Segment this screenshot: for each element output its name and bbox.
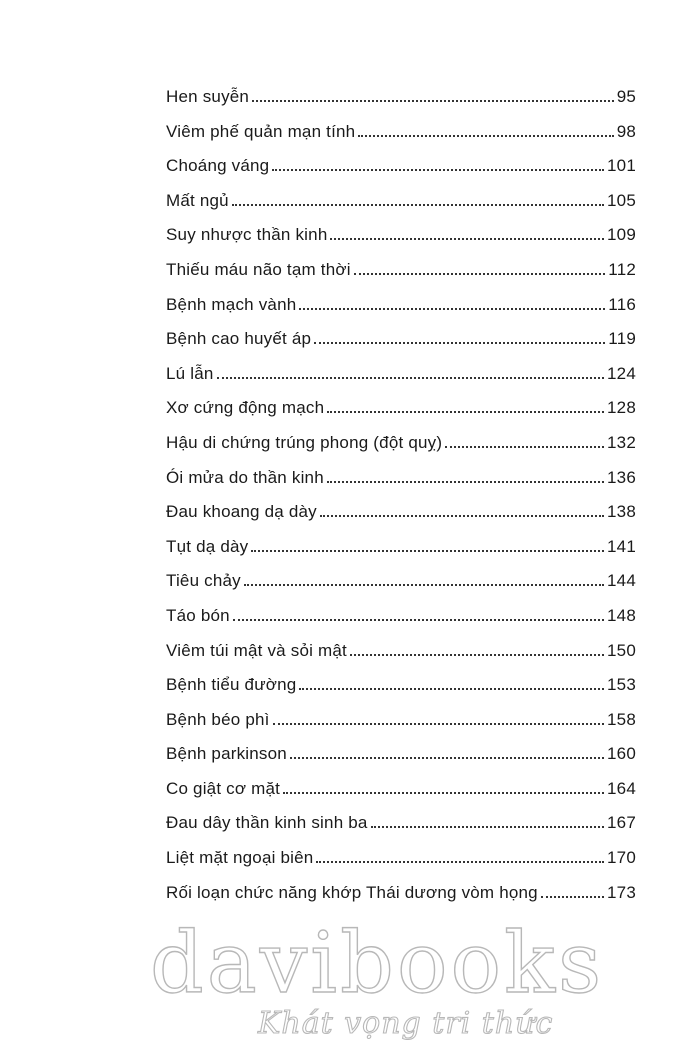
- toc-entry-page: 98: [616, 121, 636, 141]
- watermark-tagline: Khát vọng tri thức: [258, 1006, 554, 1041]
- dot-leader: [232, 204, 604, 206]
- toc-entry-title: Bệnh béo phì: [166, 709, 270, 729]
- toc-entry-title: Bệnh cao huyết áp: [166, 329, 312, 349]
- toc-entry: [166, 292, 636, 327]
- toc-entry-title: Bệnh tiểu đường: [166, 675, 297, 695]
- toc-entry-title: Bệnh parkinson: [166, 744, 287, 764]
- toc-entry: [166, 222, 636, 257]
- toc-entry-page: 109: [607, 225, 636, 245]
- toc-entry-title: Tiêu chảy: [166, 571, 241, 591]
- toc-entry-title: Mất ngủ: [166, 190, 229, 210]
- toc-entry: [166, 845, 636, 880]
- toc-entry-page: 124: [607, 363, 636, 383]
- toc-entry: [166, 84, 636, 119]
- toc-entry-page: 105: [607, 190, 636, 210]
- toc-entry-page: 160: [607, 744, 636, 764]
- toc-entry: [166, 568, 636, 603]
- dot-leader: [371, 826, 604, 828]
- toc-entry-title: Co giật cơ mặt: [166, 778, 281, 798]
- toc-entry: [166, 638, 636, 673]
- toc-entry-title: Lú lẫn: [166, 363, 214, 383]
- toc-entry-page: 128: [607, 398, 636, 418]
- toc-entry-page: 173: [607, 882, 636, 902]
- toc-entry-page: 150: [607, 640, 636, 660]
- watermark-brand: davibooks: [150, 914, 605, 1012]
- dot-leader: [330, 238, 604, 240]
- toc-entry: [166, 534, 636, 569]
- toc-entry-page: 148: [607, 605, 636, 625]
- toc-entry-title: Táo bón: [166, 605, 230, 625]
- toc-entry-title: Xơ cứng động mạch: [166, 398, 325, 418]
- dot-leader: [541, 896, 604, 898]
- toc-entry: [166, 326, 636, 361]
- dot-leader: [233, 619, 604, 621]
- toc-entry: [166, 499, 636, 534]
- dot-leader: [299, 308, 605, 310]
- toc-entry-page: 116: [608, 294, 636, 314]
- toc-entry-title: Rối loạn chức năng khớp Thái dương vòm họng: [166, 882, 538, 902]
- table-of-contents: [166, 84, 636, 914]
- toc-entry-title: Viêm phế quản mạn tính: [166, 121, 356, 141]
- toc-entry-title: Thiếu máu não tạm thời: [166, 259, 351, 279]
- toc-entry-title: Choáng váng: [166, 156, 270, 176]
- toc-entry-title: Hậu di chứng trúng phong (đột quỵ): [166, 432, 443, 452]
- dot-leader: [358, 135, 613, 137]
- toc-entry-page: 132: [607, 432, 636, 452]
- toc-entry: [166, 741, 636, 776]
- toc-entry: [166, 707, 636, 742]
- toc-entry-page: 95: [616, 87, 636, 106]
- toc-entry-page: 141: [607, 536, 636, 556]
- dot-leader: [252, 100, 614, 102]
- dot-leader: [314, 342, 605, 344]
- toc-entry: [166, 361, 636, 396]
- toc-entry: [166, 257, 636, 292]
- toc-entry-page: 101: [607, 156, 636, 176]
- toc-entry: [166, 810, 636, 845]
- dot-leader: [327, 411, 604, 413]
- dot-leader: [327, 481, 604, 483]
- dot-leader: [354, 273, 606, 275]
- toc-entry: [166, 430, 636, 465]
- toc-entry-title: Bệnh mạch vành: [166, 294, 297, 314]
- toc-entry-page: 112: [608, 259, 636, 279]
- dot-leader: [272, 169, 604, 171]
- toc-entry: [166, 776, 636, 811]
- toc-entry-page: 153: [607, 675, 636, 695]
- toc-entry: [166, 880, 636, 915]
- dot-leader: [350, 654, 604, 656]
- toc-entry-title: Tụt dạ dày: [166, 536, 249, 556]
- toc-entry-page: 144: [607, 571, 636, 591]
- toc-entry: [166, 395, 636, 430]
- toc-entry: [166, 465, 636, 500]
- toc-entry-title: Viêm túi mật và sỏi mật: [166, 640, 347, 660]
- toc-entry-page: 119: [608, 329, 636, 349]
- dot-leader: [290, 757, 604, 759]
- dot-leader: [251, 550, 604, 552]
- dot-leader: [316, 861, 604, 863]
- toc-entry: [166, 603, 636, 638]
- dot-leader: [445, 446, 604, 448]
- toc-entry: [166, 188, 636, 223]
- toc-entry-title: Đau dây thần kinh sinh ba: [166, 813, 368, 833]
- dot-leader: [283, 792, 604, 794]
- toc-entry-title: Suy nhược thần kinh: [166, 225, 328, 245]
- toc-entry-title: Hen suyễn: [166, 87, 250, 106]
- toc-entry-page: 164: [607, 778, 636, 798]
- toc-entry-page: 136: [607, 467, 636, 487]
- toc-entry: [166, 153, 636, 188]
- toc-entry-page: 158: [607, 709, 636, 729]
- dot-leader: [244, 584, 604, 586]
- dot-leader: [320, 515, 604, 517]
- toc-entry-title: Liệt mặt ngoại biên: [166, 848, 314, 868]
- toc-entry-title: Ói mửa do thần kinh: [166, 467, 324, 487]
- dot-leader: [273, 723, 604, 725]
- dot-leader: [217, 377, 605, 379]
- toc-entry-page: 138: [607, 502, 636, 522]
- toc-entry-page: 170: [607, 848, 636, 868]
- toc-entry: [166, 672, 636, 707]
- toc-entry-page: 167: [607, 813, 636, 833]
- dot-leader: [299, 688, 604, 690]
- toc-entry-title: Đau khoang dạ dày: [166, 502, 317, 522]
- toc-entry: [166, 119, 636, 154]
